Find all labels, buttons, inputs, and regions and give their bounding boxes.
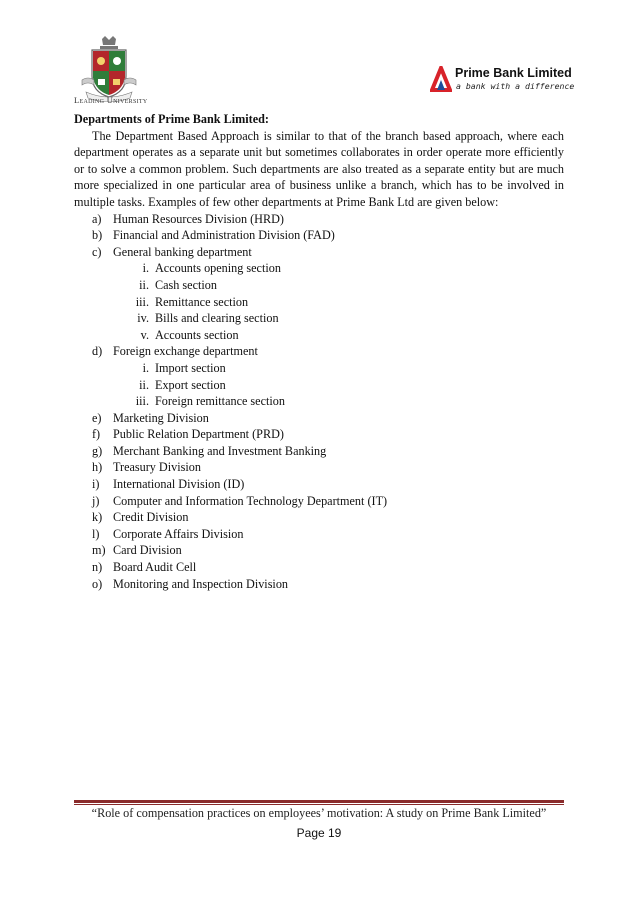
- prime-bank-name: Prime Bank Limited: [455, 66, 572, 80]
- list-marker: l): [92, 526, 100, 541]
- list-marker: i): [92, 477, 100, 492]
- list-marker: g): [92, 443, 103, 458]
- list-marker: f): [92, 427, 101, 442]
- list-marker: j): [92, 493, 100, 508]
- list-marker: a): [92, 211, 102, 226]
- list-item: [74, 443, 564, 460]
- list-item-text: Foreign exchange department: [113, 344, 258, 359]
- list-item-text: International Division (ID): [113, 477, 245, 492]
- page-content: [74, 111, 564, 592]
- list-item-text: Financial and Administration Division (FAD): [113, 228, 335, 243]
- page-number: Page 19: [296, 826, 342, 840]
- sub-list-marker: v.: [140, 327, 149, 342]
- leading-university-wordmark: Leading University: [74, 95, 148, 105]
- list-item: [74, 211, 564, 228]
- sub-list-marker: iii.: [135, 394, 149, 409]
- intro-paragraph: The Department Based Approach is similar to that of the branch based approach, where each department operates as a separate unit but sometimes collaborates in order operate more efficiently or to solve a common problem. Such departments are also treated as a separate entity but are much more specialized in one particular area of business unlike a branch, which has to be involved in multiple tasks. Examples of few other departments at Prime Bank Ltd are given below:: [74, 128, 564, 209]
- list-item: [74, 493, 564, 510]
- list-item: [74, 459, 564, 476]
- list-marker: e): [92, 410, 102, 425]
- sub-list-item-text: Cash section: [155, 277, 217, 292]
- sub-list-item-text: Bills and clearing section: [155, 311, 279, 326]
- list-item: [74, 526, 564, 543]
- list-item: [74, 343, 564, 360]
- sub-list-marker: iii.: [135, 294, 149, 309]
- list-item-text: Human Resources Division (HRD): [113, 211, 284, 226]
- list-marker: h): [92, 460, 103, 475]
- sub-list-item-text: Remittance section: [155, 294, 249, 309]
- leading-university-logo: [78, 36, 140, 102]
- list-item-text: Credit Division: [113, 510, 189, 525]
- list-item: [74, 509, 564, 526]
- list-item-text: Public Relation Department (PRD): [113, 427, 284, 442]
- list-item: [74, 542, 564, 559]
- list-item-text: Corporate Affairs Division: [113, 526, 244, 541]
- general-banking-sublist: [74, 260, 564, 343]
- footer-divider: [74, 800, 564, 803]
- list-marker: c): [92, 244, 102, 259]
- foreign-exchange-sublist: [74, 360, 564, 410]
- department-list: [74, 211, 564, 593]
- list-marker: k): [92, 510, 103, 525]
- list-marker: m): [92, 543, 106, 558]
- list-item-text: Merchant Banking and Investment Banking: [113, 443, 327, 458]
- list-item: [74, 227, 564, 244]
- sub-list-item-text: Export section: [155, 377, 226, 392]
- list-item-text: Treasury Division: [113, 460, 201, 475]
- list-item: [74, 576, 564, 593]
- footer-divider-thin: [74, 804, 564, 805]
- list-marker: o): [92, 576, 103, 591]
- list-marker: b): [92, 228, 103, 243]
- sub-list-item-text: Accounts section: [155, 327, 239, 342]
- list-item-text: Marketing Division: [113, 410, 209, 425]
- sub-list-marker: ii.: [139, 277, 149, 292]
- sub-list-item: [74, 393, 564, 410]
- sub-list-marker: iv.: [137, 311, 149, 326]
- list-item-text: Computer and Information Technology Department (IT): [113, 493, 388, 508]
- sub-list-item-text: Import section: [155, 360, 226, 375]
- sub-list-item: [74, 294, 564, 311]
- prime-bank-logo: [430, 64, 575, 98]
- footer-title: “Role of compensation practices on employees’ motivation: A study on Prime Bank Limited”: [91, 806, 547, 820]
- sub-list-marker: i.: [142, 261, 149, 276]
- sub-list-item-text: Foreign remittance section: [155, 394, 285, 409]
- list-item: [74, 426, 564, 443]
- list-item-text: Board Audit Cell: [113, 560, 197, 575]
- sub-list-item: [74, 360, 564, 377]
- section-heading: Departments of Prime Bank Limited:: [74, 112, 269, 126]
- prime-bank-tagline: a bank with a difference: [456, 81, 575, 91]
- sub-list-item-text: Accounts opening section: [155, 261, 281, 276]
- list-item-text: General banking department: [113, 244, 252, 259]
- sub-list-item: [74, 277, 564, 294]
- sub-list-item: [74, 260, 564, 277]
- list-marker: n): [92, 560, 103, 575]
- sub-list-item: [74, 310, 564, 327]
- list-item-text: Card Division: [113, 543, 182, 558]
- list-item: [74, 244, 564, 261]
- list-item-text: Monitoring and Inspection Division: [113, 576, 289, 591]
- sub-list-marker: ii.: [139, 377, 149, 392]
- sub-list-item: [74, 377, 564, 394]
- list-marker: d): [92, 344, 103, 359]
- prime-bank-mark-icon: [430, 66, 452, 92]
- list-item: [74, 559, 564, 576]
- list-item: [74, 410, 564, 427]
- sub-list-marker: i.: [142, 360, 149, 375]
- sub-list-item: [74, 327, 564, 344]
- list-item: [74, 476, 564, 493]
